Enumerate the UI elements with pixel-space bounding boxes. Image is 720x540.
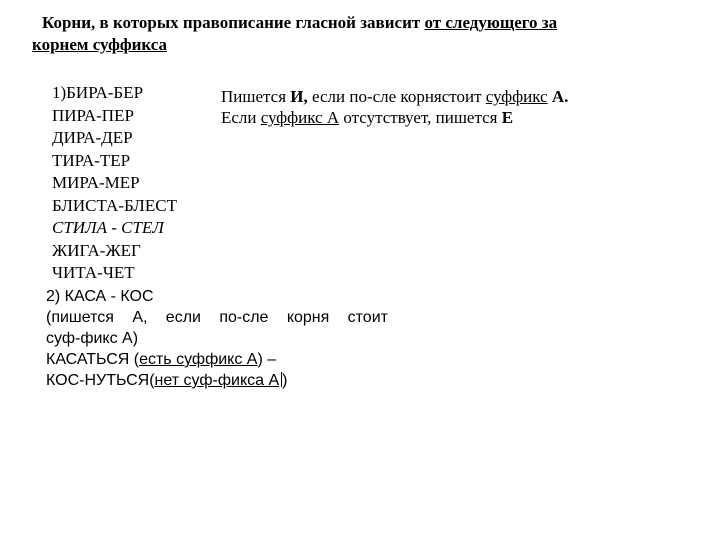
rule-text-part: если по-сле корнястоит bbox=[307, 87, 486, 106]
example-text: КАСАТЬСЯ ( bbox=[46, 351, 140, 368]
section2-heading: 2) КАСА - КОС bbox=[46, 288, 154, 305]
example-text: ) bbox=[282, 372, 288, 389]
root-pair bbox=[52, 82, 177, 105]
word: (пишется bbox=[46, 309, 114, 326]
title-underlined-2: корнем суффикса bbox=[32, 35, 168, 54]
rule-underlined-suffix-a: суффикс А bbox=[260, 108, 340, 127]
root-pair bbox=[52, 195, 177, 218]
section2-rule-line bbox=[46, 307, 388, 328]
root-part: -ЖЕГ bbox=[99, 240, 141, 260]
root-part: -ТЕР bbox=[94, 150, 131, 170]
root-part: -МЕР bbox=[98, 173, 140, 192]
root-part: -ДЕР bbox=[95, 128, 133, 147]
root-pair bbox=[52, 105, 177, 128]
root-part: -ПЕР bbox=[96, 105, 134, 125]
page-title bbox=[32, 12, 632, 56]
root-vowel: А bbox=[86, 173, 99, 192]
section2-rule-end: суф-фикс А) bbox=[46, 330, 139, 347]
root-pair bbox=[52, 217, 177, 240]
root-part: СТИЛ bbox=[52, 218, 97, 237]
root-part: МИР bbox=[52, 173, 87, 192]
rule-line-1 bbox=[221, 86, 641, 107]
root-vowel: А bbox=[96, 218, 107, 237]
root-part: ДИР bbox=[52, 128, 84, 147]
root-part: - СТЕЛ bbox=[106, 218, 164, 237]
rule-text-part: Пишется bbox=[221, 87, 291, 106]
root-vowel: А bbox=[106, 195, 119, 215]
root-vowel: А bbox=[84, 263, 98, 282]
example-text: КОС-НУТЬСЯ( bbox=[46, 372, 155, 389]
root-part: 1)БИР bbox=[52, 83, 96, 102]
root-part: ЧИТ bbox=[52, 263, 85, 282]
word: если bbox=[165, 309, 201, 326]
root-part: -БЛЕСТ bbox=[118, 195, 177, 215]
rule-bold-a: А. bbox=[547, 87, 569, 106]
example-text: ) – bbox=[257, 351, 277, 368]
root-pair bbox=[52, 262, 177, 285]
root-part: ПИР bbox=[52, 105, 84, 125]
word: корня bbox=[286, 309, 330, 326]
root-part: БЛИСТ bbox=[52, 195, 107, 215]
root-part: ЖИГ bbox=[52, 240, 88, 260]
root-pair bbox=[52, 172, 177, 195]
root-vowel: А bbox=[87, 240, 100, 260]
example-underlined: есть суффикс А bbox=[139, 351, 258, 368]
root-pair bbox=[52, 127, 177, 150]
root-vowel: А bbox=[95, 83, 108, 102]
roots-list bbox=[52, 82, 177, 285]
root-vowel: А bbox=[83, 128, 96, 147]
root-part: ТИР bbox=[52, 150, 82, 170]
word: по-сле bbox=[219, 309, 269, 326]
word: стоит bbox=[347, 309, 388, 326]
rule-text-part: Если bbox=[221, 108, 261, 127]
title-underlined-1: от следующего за bbox=[424, 13, 558, 32]
root-vowel: А bbox=[83, 105, 97, 125]
example-underlined: нет суф-фикса А bbox=[154, 372, 280, 389]
rule-text-part: отсутствует, пишется bbox=[339, 108, 502, 127]
root-part: -ЧЕТ bbox=[97, 263, 135, 282]
example-kosnutsya bbox=[46, 370, 406, 391]
root-vowel: А bbox=[81, 150, 95, 170]
root-pair bbox=[52, 240, 177, 263]
example-kasatsya bbox=[46, 349, 406, 370]
section-kasa-kos bbox=[46, 286, 406, 391]
rule-underlined-suffix: суффикс bbox=[485, 87, 548, 106]
word: А, bbox=[132, 309, 148, 326]
rule-line-2 bbox=[221, 107, 641, 128]
root-part: -БЕР bbox=[107, 83, 144, 102]
root-pair bbox=[52, 150, 177, 173]
rule-bold-i: И, bbox=[290, 87, 308, 106]
rule-bold-e: Е bbox=[501, 108, 514, 127]
rule-text bbox=[221, 86, 641, 128]
title-text: Корни, в которых правописание гласной зависит bbox=[42, 13, 425, 32]
